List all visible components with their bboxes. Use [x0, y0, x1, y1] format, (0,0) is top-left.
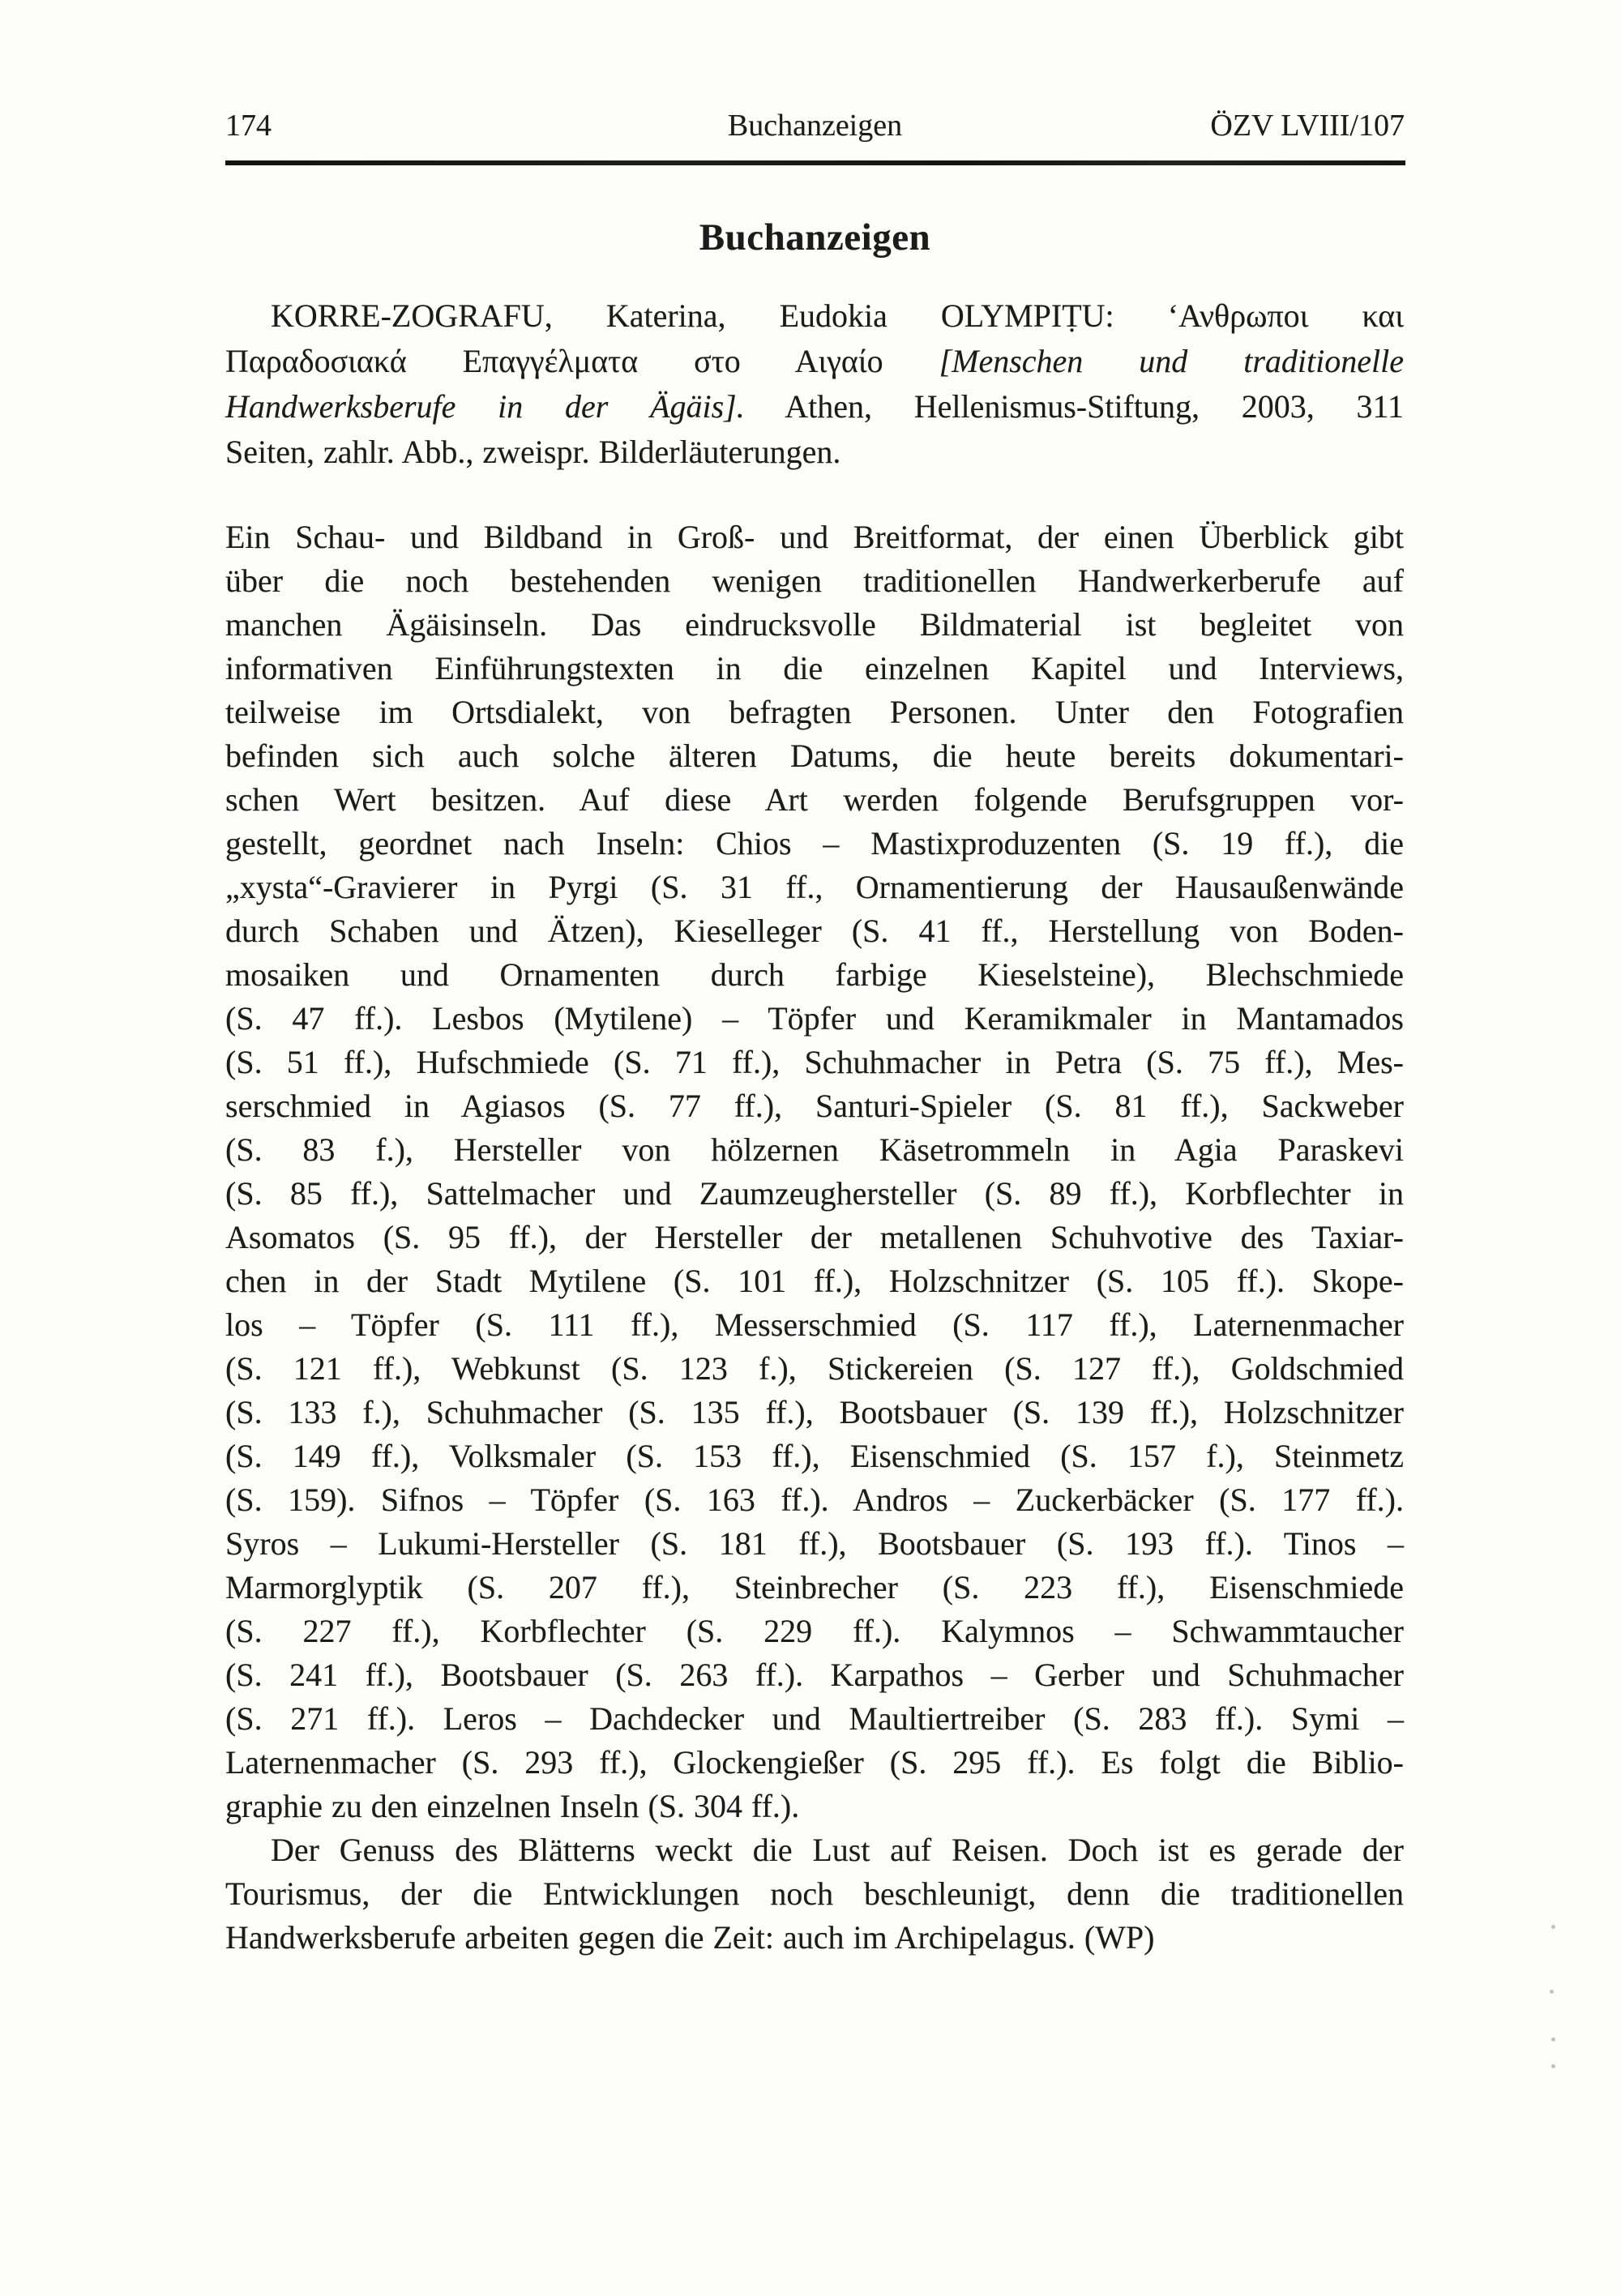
- text-line: Laternenmacher (S. 293 ff.), Glockengießer (S. 295 ff.). Es folgt die Biblio-: [225, 1744, 1404, 1781]
- scan-artifact-dot: [1551, 2037, 1555, 2042]
- text-line: Tourismus, der die Entwicklungen noch beschleunigt, denn die traditionellen: [225, 1875, 1404, 1912]
- biblio-imprint: Athen, Hellenismus-Stiftung, 2003, 311: [744, 388, 1404, 425]
- scan-artifact-dot: [1551, 1925, 1555, 1929]
- biblio-translated-title-cont: Handwerksberufe in der Ägäis].: [225, 388, 745, 425]
- text-line: Marmorglyptik (S. 207 ff.), Steinbrecher (S. 223 ff.), Eisenschmiede: [225, 1569, 1404, 1605]
- text-line: [225, 339, 1404, 384]
- text-line: teilweise im Ortsdialekt, von befragten Personen. Unter den Fotografien: [225, 694, 1404, 730]
- text-line: (S. 159). Sifnos – Töpfer (S. 163 ff.). Andros – Zuckerbäcker (S. 177 ff.).: [225, 1481, 1404, 1518]
- biblio-collation: Seiten, zahlr. Abb., zweispr. Bilderläuterungen.: [225, 434, 841, 470]
- journal-reference: ÖZV LVIII/107: [1210, 109, 1405, 143]
- text-line: Syros – Lukumi-Hersteller (S. 181 ff.), Bootsbauer (S. 193 ff.). Tinos –: [225, 1525, 1404, 1562]
- biblio-authors: KORRE-ZOGRAFU, Katerina, Eudokia OLYMPIṬU: ‘Ανθρωποι και: [271, 297, 1404, 334]
- text-line: chen in der Stadt Mytilene (S. 101 ff.), Holzschnitzer (S. 105 ff.). Skope-: [225, 1263, 1404, 1299]
- text-line: (S. 241 ff.), Bootsbauer (S. 263 ff.). Karpathos – Gerber und Schuhmacher: [225, 1657, 1404, 1693]
- text-line: Handwerksberufe arbeiten gegen die Zeit: auch im Archipelagus. (WP): [225, 1919, 1155, 1956]
- closing-paragraph: [225, 1828, 1404, 1960]
- text-line: befinden sich auch solche älteren Datums, die heute bereits dokumentari-: [225, 738, 1404, 774]
- biblio-translated-title: [Menschen und traditionelle: [883, 343, 1404, 379]
- header-rule: [225, 160, 1405, 165]
- scan-artifact-dot: [1551, 2064, 1555, 2068]
- text-line: [225, 384, 1404, 430]
- text-line: schen Wert besitzen. Auf diese Art werden folgende Berufsgruppen vor-: [225, 781, 1404, 818]
- text-line: gestellt, geordnet nach Inseln: Chios – Mastixproduzenten (S. 19 ff.), die: [225, 825, 1404, 862]
- text-line: (S. 85 ff.), Sattelmacher und Zaumzeughersteller (S. 89 ff.), Korbflechter in: [225, 1175, 1404, 1212]
- biblio-greek-title: Παραδοσιακά Επαγγέλματα στο Αιγαίο: [225, 343, 883, 379]
- text-line: graphie zu den einzelnen Inseln (S. 304 ff.).: [225, 1788, 800, 1824]
- text-line: (S. 133 f.), Schuhmacher (S. 135 ff.), Bootsbauer (S. 139 ff.), Holzschnitzer: [225, 1394, 1404, 1430]
- text-line: (S. 51 ff.), Hufschmiede (S. 71 ff.), Schuhmacher in Petra (S. 75 ff.), Mes-: [225, 1044, 1404, 1080]
- text-line: los – Töpfer (S. 111 ff.), Messerschmied (S. 117 ff.), Laternenmacher: [225, 1306, 1404, 1343]
- text-line: (S. 271 ff.). Leros – Dachdecker und Maultiertreiber (S. 283 ff.). Symi –: [225, 1700, 1404, 1737]
- text-line: manchen Ägäisinseln. Das eindrucksvolle Bildmaterial ist begleitet von: [225, 606, 1404, 643]
- text-line: (S. 149 ff.), Volksmaler (S. 153 ff.), Eisenschmied (S. 157 f.), Steinmetz: [225, 1438, 1404, 1474]
- text-line: Der Genuss des Blätterns weckt die Lust auf Reisen. Doch ist es gerade der: [271, 1832, 1404, 1868]
- bibliography-paragraph: [225, 293, 1404, 475]
- text-line: über die noch bestehenden wenigen traditionellen Handwerkerberufe auf: [225, 562, 1404, 599]
- text-line: (S. 83 f.), Hersteller von hölzernen Käsetrommeln in Agia Paraskevi: [225, 1131, 1404, 1168]
- text-line: serschmied in Agiasos (S. 77 ff.), Santuri-Spieler (S. 81 ff.), Sackweber: [225, 1088, 1404, 1124]
- page-number: 174: [225, 109, 272, 143]
- text-line: Ein Schau- und Bildband in Groß- und Breitformat, der einen Überblick gibt: [225, 519, 1404, 555]
- text-line: Asomatos (S. 95 ff.), der Hersteller der metallenen Schuhvotive des Taxiar-: [225, 1219, 1404, 1255]
- review-paragraph: [225, 515, 1404, 1960]
- text-line: mosaiken und Ornamenten durch farbige Kieselsteine), Blechschmiede: [225, 956, 1404, 993]
- section-title: Buchanzeigen: [699, 216, 931, 259]
- text-line: „xysta“-Gravierer in Pyrgi (S. 31 ff., Ornamentierung der Hausaußenwände: [225, 869, 1404, 905]
- text-line: informativen Einführungstexten in die einzelnen Kapitel und Interviews,: [225, 650, 1404, 686]
- text-line: (S. 121 ff.), Webkunst (S. 123 f.), Stickereien (S. 127 ff.), Goldschmied: [225, 1350, 1404, 1387]
- text-line: (S. 227 ff.), Korbflechter (S. 229 ff.). Kalymnos – Schwammtaucher: [225, 1613, 1404, 1649]
- page-header: [225, 109, 1405, 143]
- scan-artifact-dot: [1550, 1990, 1554, 1994]
- text-line: [225, 293, 1404, 339]
- text-line: (S. 47 ff.). Lesbos (Mytilene) – Töpfer und Keramikmaler in Mantamados: [225, 1000, 1404, 1037]
- running-title: Buchanzeigen: [727, 109, 903, 143]
- text-line: [225, 430, 1404, 475]
- text-line: durch Schaben und Ätzen), Kieselleger (S. 41 ff., Herstellung von Boden-: [225, 913, 1404, 949]
